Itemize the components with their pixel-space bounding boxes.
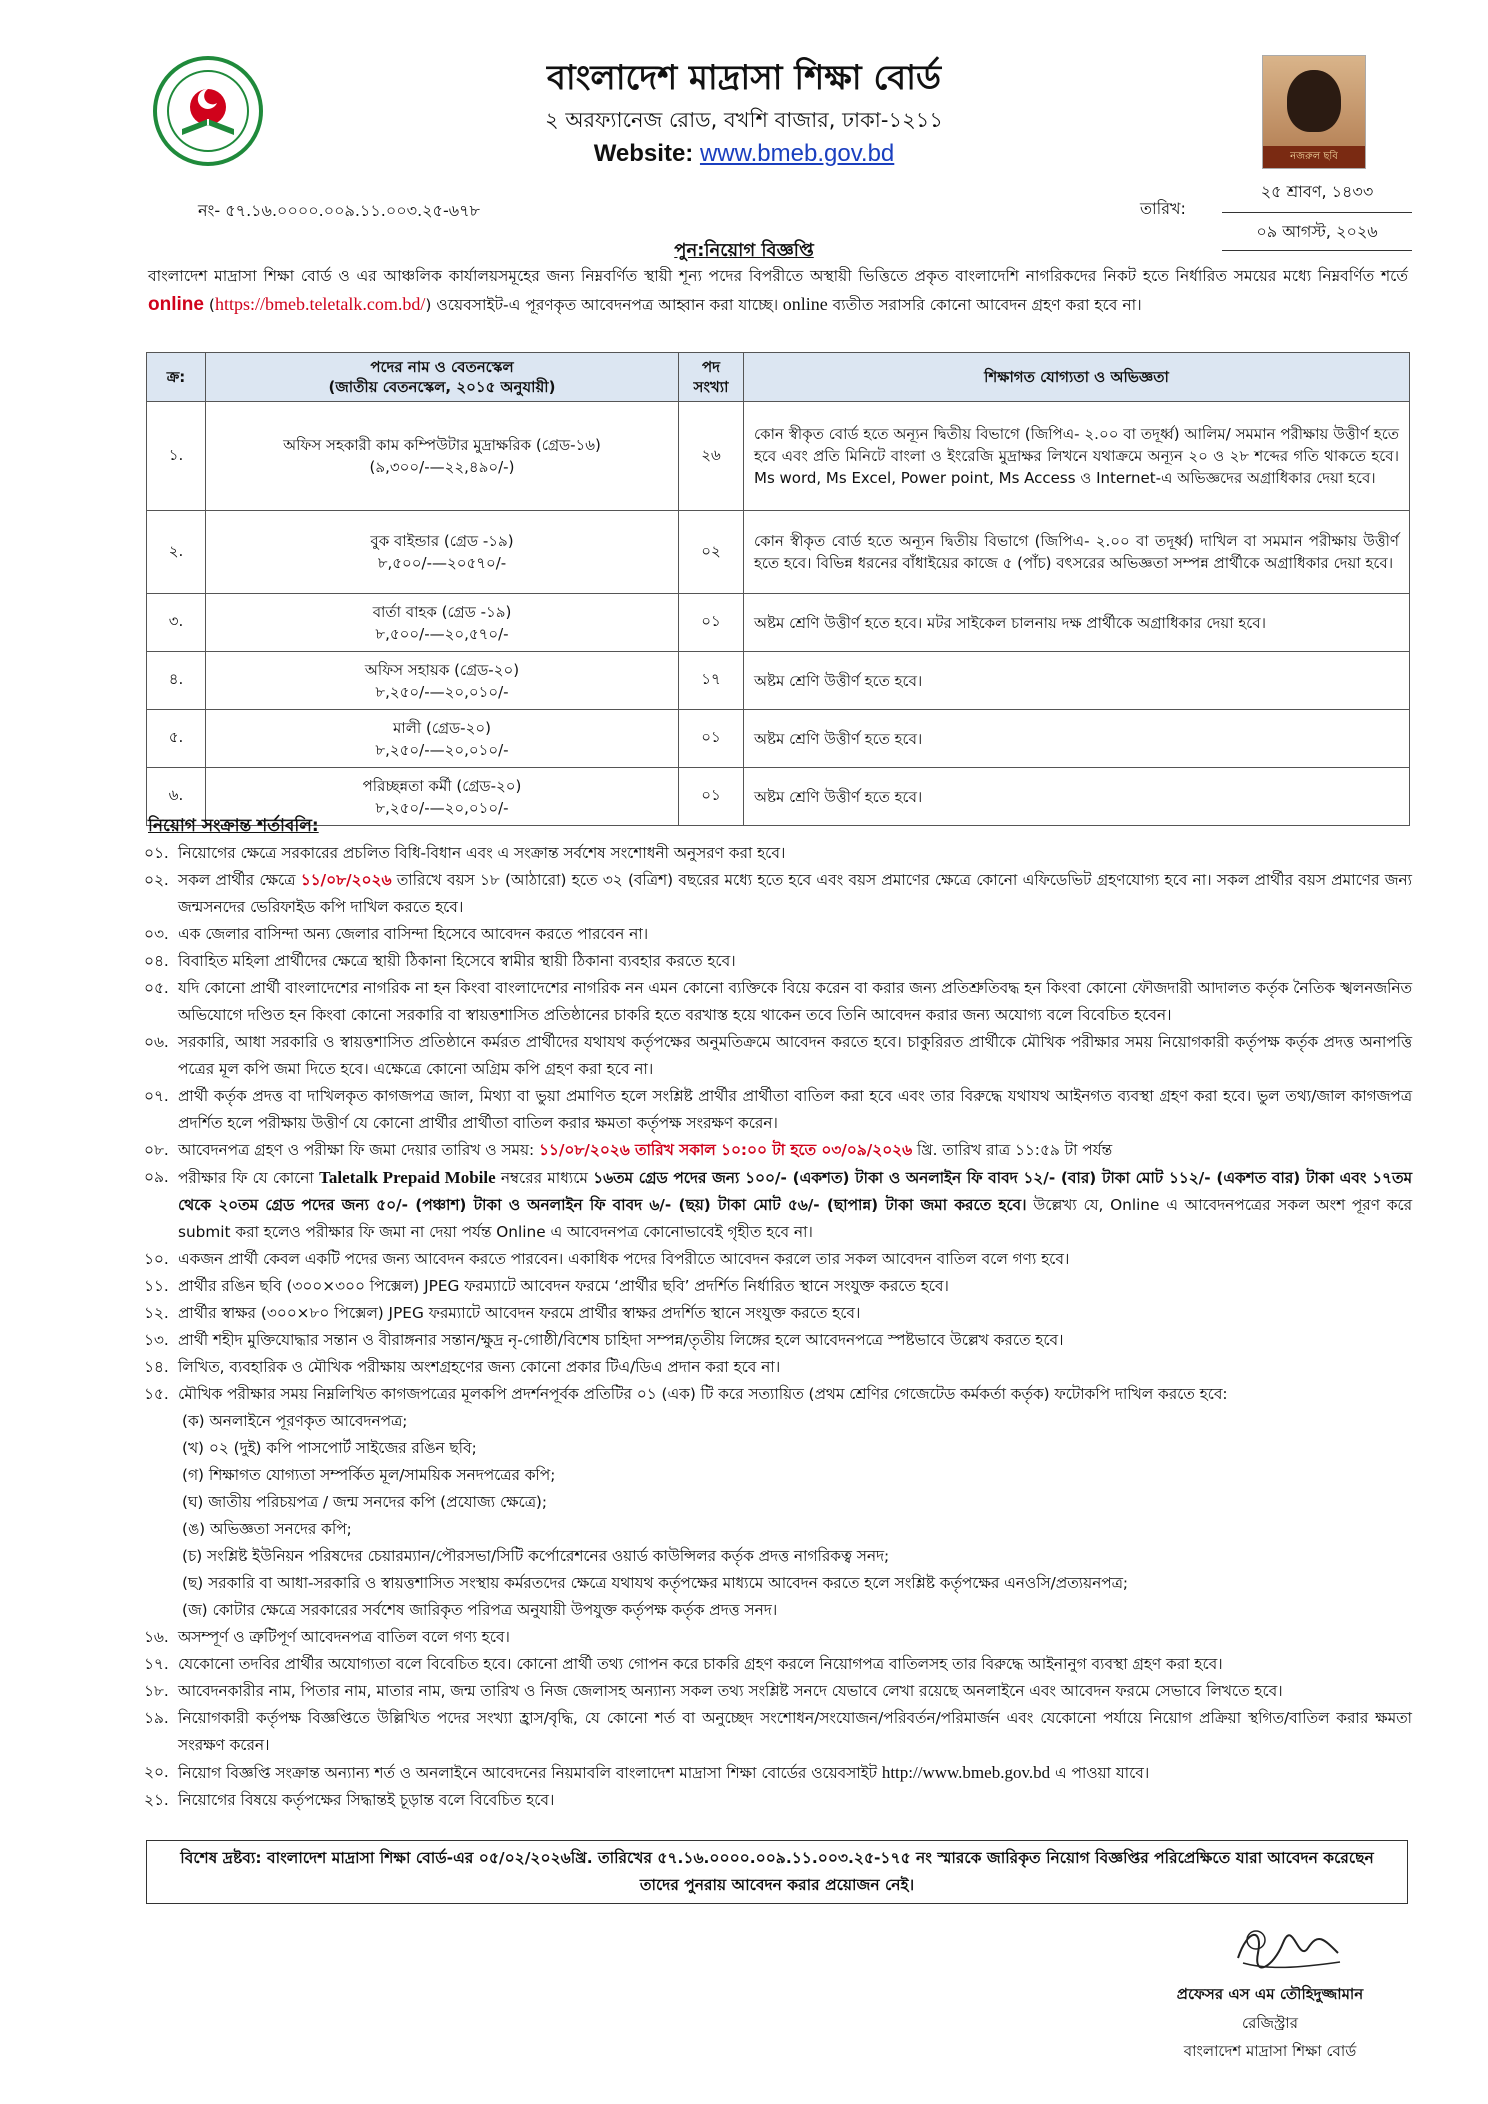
condition-item: ০৬. সরকারি, আধা সরকারি ও স্বায়ত্তশাসিত প্রতিষ্ঠানে কর্মরত প্রার্থীদের যথাযথ কর্তৃপক্ষের অনুমতিক্রমে আবেদন করতে হবে। চাকুরিরত প্রার্থীকে মৌখিক পরীক্ষার সময় নিয়োগকারী কর্তৃপক্ষ কর্তৃক প্রদত্ত অনাপত্তি পত্রের মূল কপি জমা দিতে হবে। এক্ষেত্রে কোনো অগ্রিম কপি গ্রহণ করা হবে না।	[144, 1033, 1412, 1078]
notice-title: পুন:নিয়োগ বিজ্ঞপ্তি	[674, 240, 814, 261]
table-row: ৫. মালী (গ্রেড-২০) ৮,২৫০/-—২০,০১০/- ০১ অষ্টম শ্রেণি উত্তীর্ণ হতে হবে।	[147, 710, 1410, 768]
posts-table	[146, 352, 1410, 826]
condition-item: ১১. প্রার্থীর রঙিন ছবি (৩০০×৩০০ পিক্সেল) JPEG ফরম্যাটে আবেদন ফরমে ‘প্রার্থীর ছবি’ প্রদর্শিত নির্ধারিত স্থানে সংযুক্ত করতে হবে।	[144, 1277, 949, 1295]
board-address: ২ অরফ্যানেজ রোড, বখশি বাজার, ঢাকা-১২১১	[544, 108, 943, 132]
conditions-title: নিয়োগ সংক্রান্ত শর্তাবলি:	[148, 816, 319, 836]
special-note-box: বিশেষ দ্রষ্টব্য: বাংলাদেশ মাদ্রাসা শিক্ষা বোর্ড-এর ০৫/০২/২০২৬খ্রি. তারিখের ৫৭.১৬.০০০০.০০৯.১১.০০৩.২৫-১৭৫ নং স্মারকে জারিকৃত নিয়োগ বিজ্ঞপ্তির পরিপ্রেক্ষিতে যারা আবেদন করেছেন তাদের পুনরায় আবেদন করার প্রয়োজন নেই।	[146, 1840, 1408, 1904]
sub-item: (খ) ০২ (দুই) কপি পাসপোর্ট সাইজের রঙিন ছবি;	[182, 1439, 477, 1457]
condition-item: ১০. একজন প্রার্থী কেবল একটি পদের জন্য আবেদন করতে পারবেন। একাধিক পদের বিপরীতে আবেদন করলে তার সকল আবেদন বাতিল বলে গণ্য হবে।	[144, 1250, 1070, 1268]
condition-item: ১৭. যেকোনো তদবির প্রার্থীর অযোগ্যতা বলে বিবেচিত হবে। কোনো প্রার্থী তথ্য গোপন করে চাকরি গ্রহণ করলে নিয়োগপত্র বাতিলসহ তার বিরুদ্ধে আইনানুগ ব্যবস্থা গ্রহণ করা হবে।	[144, 1655, 1223, 1673]
table-header-row	[147, 353, 1410, 402]
header-post-name: পদের নাম ও বেতনস্কেল (জাতীয় বেতনস্কেল, ২০১৫ অনুযায়ী)	[206, 353, 679, 402]
condition-item: ২১. নিয়োগের বিষয়ে কর্তৃপক্ষের সিদ্ধান্তই চূড়ান্ত বলে বিবেচিত হবে।	[144, 1791, 555, 1809]
intro-paragraph: বাংলাদেশ মাদ্রাসা শিক্ষা বোর্ড ও এর আঞ্চলিক কার্যালয়সমূহের জন্য নিম্নবর্ণিত স্থায়ী শূন্য পদের বিপরীতে অস্থায়ী ভিত্তিতে প্রকৃত বাংলাদেশি নাগরিকদের নিকট হতে নির্ধারিত সময়ের মধ্যে নিম্নবর্ণিত শর্তে online (https://bmeb.teletalk.com.bd/) ওয়েবসাইট-এ পূরণকৃত আবেদনপত্র আহ্বান করা যাচ্ছে। online ব্যতীত সরাসরি কোনো আবেদন গ্রহণ করা হবে না।	[148, 267, 1408, 315]
sub-item: (ক) অনলাইনে পূরণকৃত আবেদনপত্র;	[182, 1412, 408, 1430]
sub-item: (ছ) সরকারি বা আধা-সরকারি ও স্বায়ত্তশাসিত সংস্থায় কর্মরতদের ক্ষেত্রে যথাযথ কর্তৃপক্ষের মাধ্যমে আবেদন করতে হলে সংশ্লিষ্ট কর্তৃপক্ষের এনওসি/প্রত্যয়নপত্র;	[182, 1574, 1129, 1592]
condition-item: ১৫. মৌখিক পরীক্ষার সময় নিম্নলিখিত কাগজপত্রের মূলকপি প্রদর্শনপূর্বক প্রতিটির ০১ (এক) টি করে সত্যায়িত (প্রথম শ্রেণির গেজেটেড কর্মকর্তা কর্তৃক) ফটোকপি দাখিল করতে হবে:	[144, 1385, 1228, 1403]
signatory-organization: বাংলাদেশ মাদ্রাসা শিক্ষা বোর্ড	[1183, 2042, 1357, 2060]
table-row: ৬. পরিচ্ছন্নতা কর্মী (গ্রেড-২০) ৮,২৫০/-—২০,০১০/- ০১ অষ্টম শ্রেণি উত্তীর্ণ হতে হবে।	[147, 768, 1410, 826]
condition-item: ০৩. এক জেলার বাসিন্দা অন্য জেলার বাসিন্দা হিসেবে আবেদন করতে পারবেন না।	[144, 925, 649, 943]
header-qualification: শিক্ষাগত যোগ্যতা ও অভিজ্ঞতা	[744, 353, 1410, 402]
condition-item: ২০. নিয়োগ বিজ্ঞপ্তি সংক্রান্ত অন্যান্য শর্ত ও অনলাইনে আবেদনের নিয়মাবলি বাংলাদেশ মাদ্রাসা শিক্ষা বোর্ডের ওয়েবসাইট http://www.bmeb.gov.bd এ পাওয়া যাবে।	[144, 1763, 1150, 1782]
condition-item: ০৮. আবেদনপত্র গ্রহণ ও পরীক্ষা ফি জমা দেয়ার তারিখ ও সময়: ১১/০৮/২০২৬ তারিখ সকাল ১০:০০ টা হতে ০৩/০৯/২০২৬ খ্রি. তারিখ রাত্র ১১:৫৯ টা পর্যন্ত	[144, 1141, 1113, 1159]
board-logo-icon	[152, 55, 264, 167]
condition-item: ০৪. বিবাহিত মহিলা প্রার্থীদের ক্ষেত্রে স্থায়ী ঠিকানা হিসেবে স্বামীর স্থায়ী ঠিকানা ব্যবহার করতে হবে।	[144, 952, 736, 970]
website-line	[300, 140, 1188, 168]
condition-item: ১৬. অসম্পূর্ণ ও ত্রুটিপূর্ণ আবেদনপত্র বাতিল বলে গণ্য হবে।	[144, 1628, 510, 1646]
sub-item: (ঘ) জাতীয় পরিচয়পত্র / জন্ম সনদের কপি (প্রযোজ্য ক্ষেত্রে);	[182, 1493, 548, 1511]
website-label: Website:	[593, 140, 694, 167]
sub-item: (গ) শিক্ষাগত যোগ্যতা সম্পর্কিত মূল/সাময়িক সনদপত্রের কপি;	[182, 1466, 556, 1484]
online-keyword: online	[148, 294, 204, 315]
condition-item: ১২. প্রার্থীর স্বাক্ষর (৩০০×৮০ পিক্সেল) JPEG ফরম্যাটে আবেদন ফরমে প্রার্থীর স্বাক্ষর প্রদর্শিত স্থানে সংযুক্ত করতে হবে।	[144, 1304, 861, 1322]
sub-item: (ঙ) অভিজ্ঞতা সনদের কপি;	[182, 1520, 352, 1538]
signature-icon	[1228, 1918, 1348, 1978]
date-label: তারিখ:	[1140, 199, 1186, 218]
condition-item: ০২. সকল প্রার্থীর ক্ষেত্রে ১১/০৮/২০২৬ তারিখে বয়স ১৮ (আঠারো) হতে ৩২ (বত্রিশ) বছরের মধ্যে হতে হবে এবং বয়স প্রমাণের ক্ষেত্রে কোনো এফিডেভিট গ্রহণযোগ্য হবে না। সকল প্রার্থীর বয়স প্রমাণের জন্য জন্মসনদের ভেরিফাইড কপি দাখিল করতে হবে।	[144, 871, 1412, 916]
board-title: বাংলাদেশ মাদ্রাসা শিক্ষা বোর্ড	[546, 58, 942, 98]
table-row: ১. অফিস সহকারী কাম কম্পিউটার মুদ্রাক্ষরিক (গ্রেড-১৬) (৯,৩০০/-—২২,৪৯০/-) ২৬ কোন স্বীকৃত বোর্ড হতে অন্যূন দ্বিতীয় বিভাগে (জিপিএ- ২.০০ বা তদূর্ধ্ব) আলিম/ সমমান পরীক্ষায় উত্তীর্ণ হতে হবে এবং প্রতি মিনিটে বাংলা ও ইংরেজি মুদ্রাক্ষর লিখনে যথাক্রমে অন্যূন ২০ ও ২৮ শব্দের গতি থাকতে হবে। Ms word, Ms Excel, Power point, Ms Access ও Internet-এ অভিজ্ঞদের অগ্রাধিকার দেয়া হবে।	[147, 402, 1410, 511]
condition-item: ১৯. নিয়োগকারী কর্তৃপক্ষ বিজ্ঞপ্তিতে উল্লিখিত পদের সংখ্যা হ্রাস/বৃদ্ধি, যে কোনো শর্ত বা অনুচ্ছেদ সংশোধন/সংযোজন/পরিবর্তন/পরিমার্জন এবং যেকোনো পর্যায়ে নিয়োগ প্রক্রিয়া স্থগিত/বাতিল করার ক্ষমতা সংরক্ষণ করেন।	[144, 1709, 1412, 1754]
header-serial: ক্র:	[147, 353, 206, 402]
date-english: ০৯ আগস্ট, ২০২৬	[1222, 213, 1412, 251]
table-row: ৩. বার্তা বাহক (গ্রেড -১৯) ৮,৫০০/-—২০,৫৭০/- ০১ অষ্টম শ্রেণি উত্তীর্ণ হতে হবে। মটর সাইকেল চালনায় দক্ষ প্রার্থীকে অগ্রাধিকার দেয়া হবে।	[147, 594, 1410, 652]
sub-item: (জ) কোটার ক্ষেত্রে সরকারের সর্বশেষ জারিকৃত পরিপত্র অনুযায়ী উপযুক্ত কর্তৃপক্ষ কর্তৃক প্রদত্ত সনদ।	[182, 1601, 778, 1619]
date-bangla: ২৫ শ্রাবণ, ১৪৩৩	[1222, 177, 1412, 213]
condition-item: ০১. নিয়োগের ক্ষেত্রে সরকারের প্রচলিত বিধি-বিধান এবং এ সংক্রান্ত সর্বশেষ সংশোধনী অনুসরণ করা হবে।	[144, 844, 786, 862]
sub-item: (চ) সংশ্লিষ্ট ইউনিয়ন পরিষদের চেয়ারম্যান/পৌরসভা/সিটি কর্পোরেশনের ওয়ার্ড কাউন্সিলর কর্তৃক প্রদত্ত নাগরিকত্ব সনদ;	[182, 1547, 890, 1565]
table-row: ২. বুক বাইন্ডার (গ্রেড -১৯) ৮,৫০০/-—২০৫৭০/- ০২ কোন স্বীকৃত বোর্ড হতে অন্যূন দ্বিতীয় বিভাগে (জিপিএ- ২.০০ বা তদূর্ধ্ব) দাখিল বা সমমান পরীক্ষায় উত্তীর্ণ হতে হবে। বিভিন্ন ধরনের বাঁধাইয়ের কাজে ৫ (পাঁচ) বৎসরের অভিজ্ঞতা সম্পন্ন প্রার্থীকে অগ্রাধিকার দেয়া হবে।	[147, 511, 1410, 594]
table-row: ৪. অফিস সহায়ক (গ্রেড-২০) ৮,২৫০/-—২০,০১০/- ১৭ অষ্টম শ্রেণি উত্তীর্ণ হতে হবে।	[147, 652, 1410, 710]
condition-item: ০৫. যদি কোনো প্রার্থী বাংলাদেশের নাগরিক না হন কিংবা বাংলাদেশের নাগরিক নন এমন কোনো ব্যক্তিকে বিয়ে করেন বা করার জন্য প্রতিশ্রুতিবদ্ধ হন কিংবা কোনো ফৌজদারী আদালত কর্তৃক নৈতিক স্খলনজনিত অভিযোগে দণ্ডিত হন কিংবা কোনো সরকারি বা স্বায়ত্তশাসিত প্রতিষ্ঠানের চাকরি হতে বরখাস্ত হয়ে থাকেন তবে তিনি আবেদন করার জন্য অযোগ্য বলে বিবেচিত হবেন।	[144, 979, 1412, 1024]
website-link[interactable]: www.bmeb.gov.bd	[699, 140, 895, 167]
condition-item: ০৭. প্রার্থী কর্তৃক প্রদত্ত বা দাখিলকৃত কাগজপত্র জাল, মিথ্যা বা ভুয়া প্রমাণিত হলে সংশ্লিষ্ট প্রার্থীর প্রার্থীতা বাতিল করা হবে এবং তার বিরুদ্ধে যথাযথ আইনগত ব্যবস্থা গ্রহণ করা হবে। ভুল তথ্য/জাল কাগজপত্র প্রদর্শিত হলে পরীক্ষায় উত্তীর্ণ যে কোনো প্রার্থীর প্রার্থীতা বাতিল করার ক্ষমতা কর্তৃপক্ষ সংরক্ষণ করেন।	[144, 1087, 1412, 1132]
board-website-link[interactable]: http://www.bmeb.gov.bd	[881, 1763, 1051, 1782]
conditions-list	[144, 840, 1412, 1814]
signatory-designation: রেজিস্ট্রার	[1241, 2014, 1299, 2032]
memo-number: নং- ৫৭.১৬.০০০০.০০৯.১১.০০৩.২৫-৬৭৮	[198, 201, 480, 220]
condition-item: ১৪. লিখিত, ব্যবহারিক ও মৌখিক পরীক্ষায় অংশগ্রহণের জন্য কোনো প্রকার টিএ/ডিএ প্রদান করা হবে না।	[144, 1358, 781, 1376]
condition-item: ১৮. আবেদনকারীর নাম, পিতার নাম, মাতার নাম, জন্ম তারিখ ও নিজ জেলাসহ অন্যান্য সকল তথ্য সংশ্লিষ্ট সনদে যেভাবে লেখা রয়েছে অনলাইনে এবং আবেদন ফরমে সেভাবে লিখতে হবে।	[144, 1682, 1283, 1700]
teletalk-url-link[interactable]: https://bmeb.teletalk.com.bd/	[214, 294, 426, 314]
signatory-name: প্রফেসর এস এম তৌহিদুজ্জামান	[1176, 1985, 1364, 2003]
condition-item: ০৯. পরীক্ষার ফি যে কোনো Taletalk Prepaid Mobile নম্বরের মাধ্যমে ১৬তম গ্রেড পদের জন্য ১০০/- (একশত) টাকা ও অনলাইন ফি বাবদ ১২/- (বার) টাকা মোট ১১২/- (একশত বার) টাকা এবং ১৭তম থেকে ২০তম গ্রেড পদের জন্য ৫০/- (পঞ্চাশ) টাকা ও অনলাইন ফি বাবদ ৬/- (ছয়) টাকা মোট ৫৬/- (ছাপান্ন) টাকা জমা করতে হবে। উল্লেখ্য যে, Online এ আবেদনপত্রের সকল অংশ পূরণ করে submit করা হলেও পরীক্ষার ফি জমা না দেয়া পর্যন্ত Online এ আবেদনপত্র কোনোভাবেই গৃহীত হবে না।	[144, 1168, 1412, 1241]
header-post-count: পদ সংখ্যা	[679, 353, 744, 402]
portrait-image: নজরুল ছবি	[1262, 55, 1366, 169]
condition-item: ১৩. প্রার্থী শহীদ মুক্তিযোদ্ধার সন্তান ও বীরাঙ্গনার সন্তান/ক্ষুদ্র নৃ-গোষ্ঠী/বিশেষ চাহিদা সম্পন্ন/তৃতীয় লিঙ্গের হলে আবেদনপত্রে স্পষ্টভাবে উল্লেখ করতে হবে।	[144, 1331, 1064, 1349]
